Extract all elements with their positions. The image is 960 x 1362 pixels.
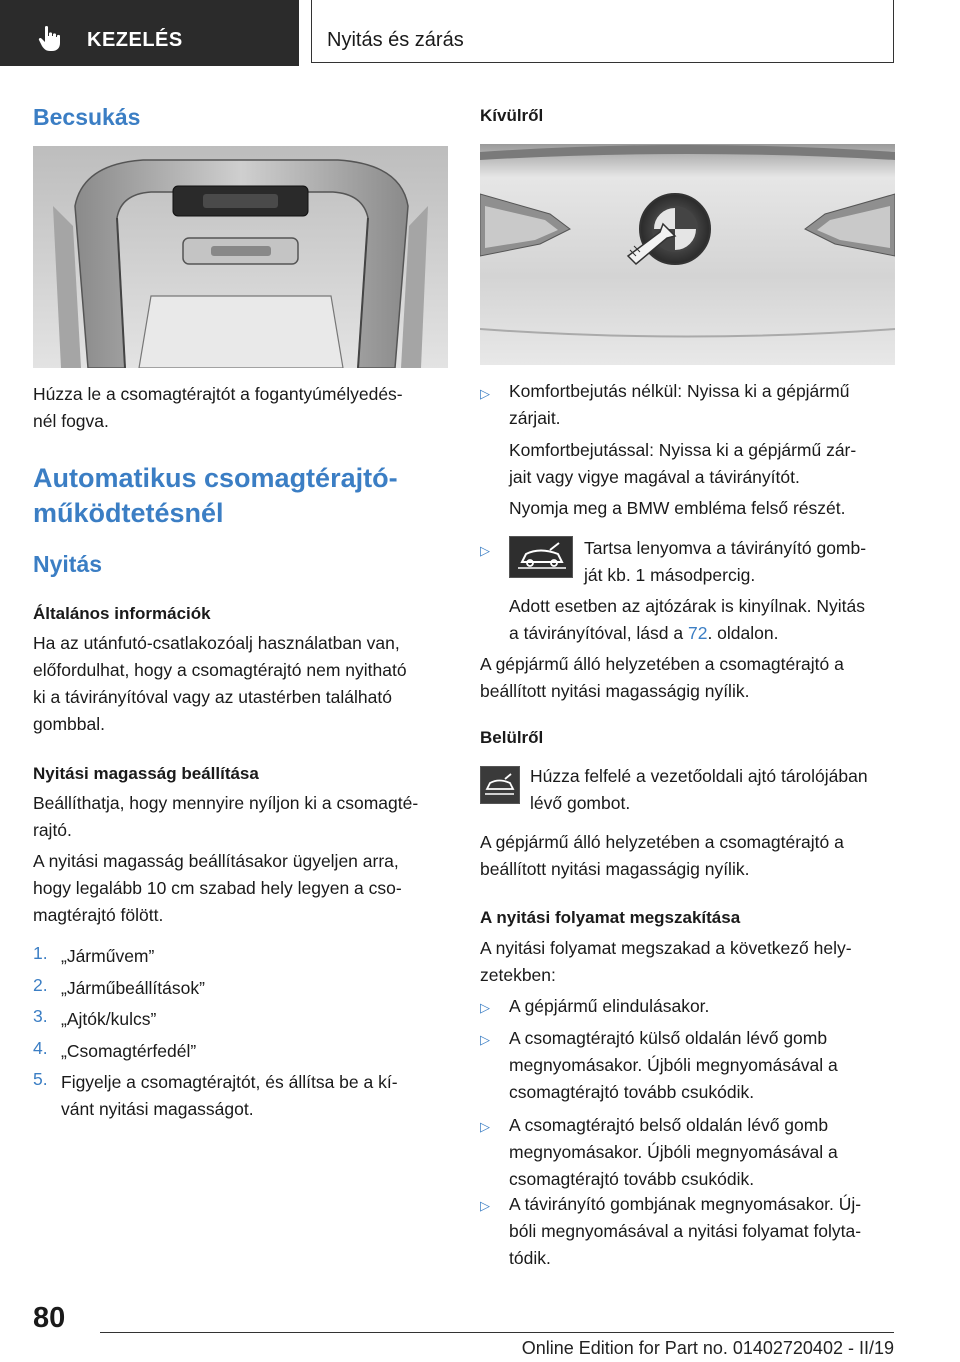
- outside-comfort-line-2: jait vagy vigye magával a távirányítót.: [509, 467, 800, 487]
- trunk-remote-key-icon: [509, 536, 573, 578]
- step-number: 2.: [33, 975, 48, 995]
- list-item: A csomagtérajtó belső oldalán lévő gomb: [509, 1115, 829, 1135]
- bullet-marker-icon: ▷: [480, 1119, 490, 1134]
- doorlock-line-1: Adott esetben az ajtózárak is kinyílnak. Nyitás: [509, 596, 866, 616]
- list-item: A csomagtérajtó külső oldalán lévő gomb: [509, 1028, 828, 1048]
- note-1-line-1: A gépjármű álló helyzetében a csomagtérajtó a: [480, 654, 844, 674]
- list-item: A távirányító gombjának megnyomásakor. Új-: [509, 1194, 862, 1214]
- list-item-cont: csomagtérajtó tovább csukódik.: [509, 1169, 755, 1189]
- list-item-cont: megnyomásakor. Újbóli megnyomásával a: [509, 1142, 838, 1162]
- step-text: „Járműbeállítások”: [61, 978, 205, 998]
- bmw-emblem-photo: [480, 144, 895, 365]
- hold-button-line-1: Tartsa lenyomva a távirányító gomb-: [584, 538, 867, 558]
- list-item: A gépjármű elindulásakor.: [509, 996, 710, 1016]
- interrupt-line-2: zetekben:: [480, 965, 556, 985]
- closing-text-1: Húzza le a csomagtérajtót a fogantyúmélyedés-: [33, 384, 403, 404]
- tailgate-interior-illustration: [33, 146, 448, 368]
- bullet-marker-icon: ▷: [480, 1000, 490, 1015]
- note-2-line-2: beállított nyitási magasságig nyílik.: [480, 859, 750, 879]
- height-line-1: Beállíthatja, hogy mennyire nyíljon ki a csomagté-: [33, 793, 419, 813]
- step-text: „Csomagtérfedél”: [61, 1041, 197, 1061]
- general-line-1: Ha az utánfutó-csatlakozóalj használatban van,: [33, 633, 400, 653]
- list-item-cont: csomagtérajtó tovább csukódik.: [509, 1082, 755, 1102]
- bullet-marker-icon: ▷: [480, 1198, 490, 1213]
- note-2-line-1: A gépjármű álló helyzetében a csomagtérajtó a: [480, 832, 844, 852]
- step-text: Figyelje a csomagtérajtót, és állítsa be a kí-: [61, 1072, 398, 1092]
- bullet-marker-icon: ▷: [480, 1032, 490, 1047]
- closing-text-2: nél fogva.: [33, 411, 109, 431]
- doorlock-text: a távirányítóval, lásd a: [509, 623, 688, 643]
- step-number: 1.: [33, 943, 48, 963]
- heading-auto-line-2: működtetésnél: [33, 498, 224, 528]
- subheading-interrupt: A nyitási folyamat megszakítása: [480, 908, 741, 927]
- heading-auto-line-1: Automatikus csomagtérajtó-: [33, 463, 398, 493]
- height-line-2: rajtó.: [33, 820, 72, 840]
- general-line-3: ki a távirányítóval vagy az utastérben található: [33, 687, 392, 707]
- hand-pointer-icon: [36, 24, 64, 52]
- doorlock-text-end: . oldalon.: [707, 623, 779, 643]
- outside-step-line-1: Komfortbejutás nélkül: Nyissa ki a gépjármű: [509, 381, 850, 401]
- step-text: „Járművem”: [61, 946, 155, 966]
- subheading-height: Nyitási magasság beállítása: [33, 764, 259, 783]
- hold-button-line-2: ját kb. 1 másodpercig.: [584, 565, 756, 585]
- step-number: 5.: [33, 1069, 48, 1089]
- bmw-emblem-illustration: [480, 144, 895, 365]
- doorlock-line-2: [509, 620, 778, 647]
- list-item-cont: bóli megnyomásával a nyitási folyamat folyta-: [509, 1221, 862, 1241]
- step-number: 3.: [33, 1006, 48, 1026]
- bullet-marker-icon: ▷: [480, 543, 490, 558]
- step-number: 4.: [33, 1038, 48, 1058]
- subheading-general: Általános információk: [33, 604, 211, 623]
- height-line-5: magtérajtó fölött.: [33, 905, 164, 925]
- outside-comfort-line-1: Komfortbejutással: Nyissa ki a gépjármű zár-: [509, 440, 857, 460]
- bullet-marker-icon: ▷: [480, 386, 490, 401]
- section-title: KEZELÉS: [87, 29, 183, 51]
- footer-rule: [100, 1332, 894, 1333]
- general-line-4: gombbal.: [33, 714, 105, 734]
- section-tab: [0, 0, 299, 66]
- interior-tailgate-button-icon: [480, 766, 520, 804]
- inside-line-1: Húzza felfelé a vezetőoldali ajtó tárolójában: [530, 766, 868, 786]
- edition-text: Online Edition for Part no. 01402720402 - II/19: [521, 1338, 894, 1358]
- step-text-continued: vánt nyitási magasságot.: [61, 1099, 254, 1119]
- subheading-outside: Kívülről: [480, 106, 544, 125]
- page-number: 80: [33, 1302, 66, 1334]
- heading-closing: Becsukás: [33, 104, 141, 130]
- tailgate-interior-photo: [33, 146, 448, 368]
- note-1-line-2: beállított nyitási magasságig nyílik.: [480, 681, 750, 701]
- page-header: [0, 0, 960, 66]
- chapter-box: [311, 0, 894, 63]
- step-text: „Ajtók/kulcs”: [61, 1009, 157, 1029]
- list-item-cont: megnyomásakor. Újbóli megnyomásával a: [509, 1055, 838, 1075]
- heading-opening: Nyitás: [33, 551, 103, 577]
- subheading-inside: Belülről: [480, 728, 544, 747]
- height-line-4: hogy legalább 10 cm szabad hely legyen a cso-: [33, 878, 402, 898]
- outside-emblem-line: Nyomja meg a BMW embléma felső részét.: [509, 498, 846, 518]
- page-reference-link[interactable]: 72: [687, 623, 708, 643]
- list-item-cont: tódik.: [509, 1248, 551, 1268]
- general-line-2: előfordulhat, hogy a csomagtérajtó nem nyitható: [33, 660, 407, 680]
- height-line-3: A nyitási magasság beállításakor ügyeljen arra,: [33, 851, 399, 871]
- chapter-title: Nyitás és zárás: [327, 29, 464, 51]
- interrupt-line-1: A nyitási folyamat megszakad a következő hely-: [480, 938, 852, 958]
- inside-line-2: lévő gombot.: [530, 793, 631, 813]
- outside-step-line-2: zárjait.: [509, 408, 561, 428]
